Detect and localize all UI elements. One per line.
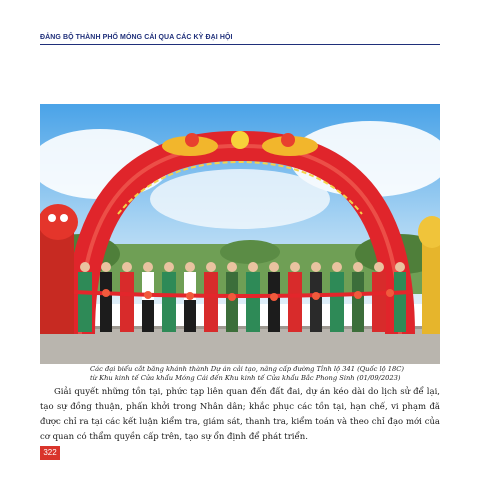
ribbon-cutting-photo xyxy=(40,104,440,364)
event-photo xyxy=(40,104,440,364)
caption-line-1: Các đại biểu cắt băng khánh thành Dự án cải tạo, nâng cấp đường Tỉnh lộ 341 (Quốc lộ 18C) xyxy=(90,365,404,373)
header-rule xyxy=(40,44,440,45)
running-header-title: ĐẢNG BỘ THÀNH PHỐ MÓNG CÁI QUA CÁC KỲ ĐẠI HỘI xyxy=(40,32,233,41)
caption-line-2: từ Khu kinh tế Cửa khẩu Móng Cái đến Khu kinh tế Cửa khẩu Bắc Phong Sinh (01/09/2023) xyxy=(90,374,401,382)
photo-caption xyxy=(90,365,430,383)
page-number-badge: 322 xyxy=(40,446,60,460)
body-paragraph: Giải quyết những tồn tại, phức tạp liên quan đến đất đai, dự án kéo dài do lịch sử để lại, tạo sự đồng thuận, phấn khởi trong Nhân dân; khắc phục các tồn tại, hạn chế, vi phạm đã được chỉ ra tại các kết luận kiểm tra, giám sát, thanh tra, kiểm toán và theo chỉ đạo mới của cơ quan có thẩm quyền cấp trên, tạo sự ổn định để phát triển. xyxy=(40,387,440,442)
